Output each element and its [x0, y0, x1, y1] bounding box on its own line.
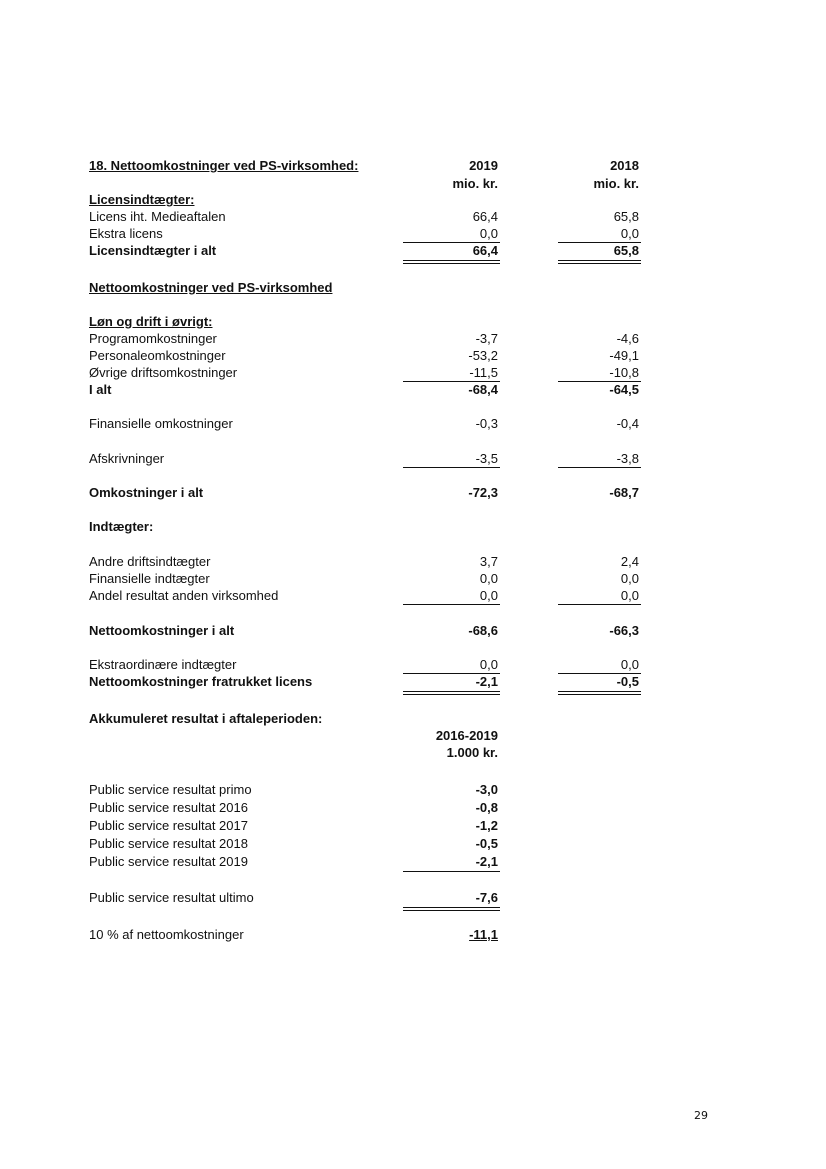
akk-row-label: Public service resultat 2017 [89, 818, 248, 833]
total-value-2018: -64,5 [609, 382, 639, 397]
licens-heading: Licensindtægter: [89, 192, 195, 207]
row-value-2019: 0,0 [479, 588, 498, 603]
akk-row-label: Public service resultat 2019 [89, 854, 248, 869]
double-rule [403, 260, 500, 261]
akk-row-label: Public service resultat 2016 [89, 800, 248, 815]
row-value-2018: -3,8 [616, 451, 639, 466]
double-rule [558, 260, 641, 261]
row-value-2019: -0,3 [475, 416, 498, 431]
akk-row-value: -2,1 [475, 854, 498, 869]
lon-heading: Løn og drift i øvrigt: [89, 314, 213, 329]
double-rule [403, 263, 500, 264]
akk-row-value: -0,5 [475, 836, 498, 851]
unit-label-2019: mio. kr. [452, 176, 498, 191]
total-value-2018: -68,7 [609, 485, 639, 500]
double-rule [403, 910, 500, 911]
row-value-2018: 2,4 [620, 554, 639, 569]
akk-row-value: -0,8 [475, 800, 498, 815]
page-number: 29 [694, 1109, 708, 1122]
double-rule [558, 691, 641, 692]
row-value-2019: -11,5 [469, 365, 498, 380]
indtaegter-heading: Indtægter: [89, 519, 154, 534]
total-value-2019: 66,4 [472, 243, 498, 258]
row-label: Andel resultat anden virksomhed [89, 588, 279, 603]
row-value-2018: -49,1 [609, 348, 639, 363]
column-header-2019: 2019 [469, 158, 498, 173]
total-label: I alt [89, 382, 112, 397]
section-title: 18. Nettoomkostninger ved PS-virksomhed: [89, 158, 359, 173]
akk-row-value: -3,0 [475, 782, 498, 797]
akk-row-value: -1,2 [475, 818, 498, 833]
rule [403, 871, 500, 872]
row-value-2018: 0,0 [620, 226, 639, 241]
row-label: Øvrige driftsomkostninger [89, 365, 238, 380]
total-label: Nettoomkostninger i alt [89, 623, 235, 638]
row-label: Ekstra licens [89, 226, 163, 241]
total-label: Nettoomkostninger fratrukket licens [89, 674, 313, 689]
row-value-2018: 0,0 [620, 571, 639, 586]
row-value-2019: 3,7 [479, 554, 498, 569]
row-label: Licens iht. Medieaftalen [89, 209, 226, 224]
row-label: Andre driftsindtægter [89, 554, 211, 569]
rule [403, 467, 500, 468]
total-value-2019: -68,4 [468, 382, 498, 397]
double-rule [403, 694, 500, 695]
akk-ultimo-label: Public service resultat ultimo [89, 890, 254, 905]
rule [558, 604, 641, 605]
row-value-2019: -53,2 [468, 348, 498, 363]
column-header-2018: 2018 [610, 158, 639, 173]
unit-label-2018: mio. kr. [593, 176, 639, 191]
akk-heading: Akkumuleret resultat i aftaleperioden: [89, 711, 323, 726]
double-rule [403, 907, 500, 908]
total-value-2019: -2,1 [475, 674, 498, 689]
row-label: Afskrivninger [89, 451, 165, 466]
akk-row-label: Public service resultat primo [89, 782, 252, 797]
rule [403, 604, 500, 605]
akk-row-label: Public service resultat 2018 [89, 836, 248, 851]
akk-ti-procent-value: -11,1 [469, 927, 498, 942]
row-label: Personaleomkostninger [89, 348, 226, 363]
row-value-2019: 0,0 [479, 571, 498, 586]
row-label: Finansielle indtægter [89, 571, 210, 586]
row-label: Programomkostninger [89, 331, 217, 346]
row-value-2018: 0,0 [620, 588, 639, 603]
akk-period: 2016-2019 [435, 728, 498, 743]
akk-ti-procent-label: 10 % af nettoomkostninger [89, 927, 244, 942]
total-value-2019: -68,6 [468, 623, 498, 638]
row-label: Finansielle omkostninger [89, 416, 233, 431]
double-rule [558, 263, 641, 264]
double-rule [558, 694, 641, 695]
row-value-2018: -10,8 [609, 365, 639, 380]
row-value-2019: 0,0 [479, 226, 498, 241]
total-label: Omkostninger i alt [89, 485, 204, 500]
total-label: Licensindtægter i alt [89, 243, 217, 258]
akk-ultimo-value: -7,6 [475, 890, 498, 905]
netto-heading: Nettoomkostninger ved PS-virksomhed [89, 280, 333, 295]
total-value-2018: -66,3 [609, 623, 639, 638]
akk-unit: 1.000 kr. [446, 745, 498, 760]
total-value-2018: -0,5 [616, 674, 639, 689]
row-value-2019: -3,7 [475, 331, 498, 346]
total-value-2019: -72,3 [468, 485, 498, 500]
row-value-2018: 65,8 [613, 209, 639, 224]
row-value-2019: -3,5 [475, 451, 498, 466]
rule [558, 467, 641, 468]
row-value-2019: 66,4 [472, 209, 498, 224]
row-value-2018: -0,4 [616, 416, 639, 431]
row-value-2018: -4,6 [616, 331, 639, 346]
total-value-2018: 65,8 [613, 243, 639, 258]
row-value-2018: 0,0 [620, 657, 639, 672]
double-rule [403, 691, 500, 692]
row-value-2019: 0,0 [479, 657, 498, 672]
row-label: Ekstraordinære indtægter [89, 657, 237, 672]
